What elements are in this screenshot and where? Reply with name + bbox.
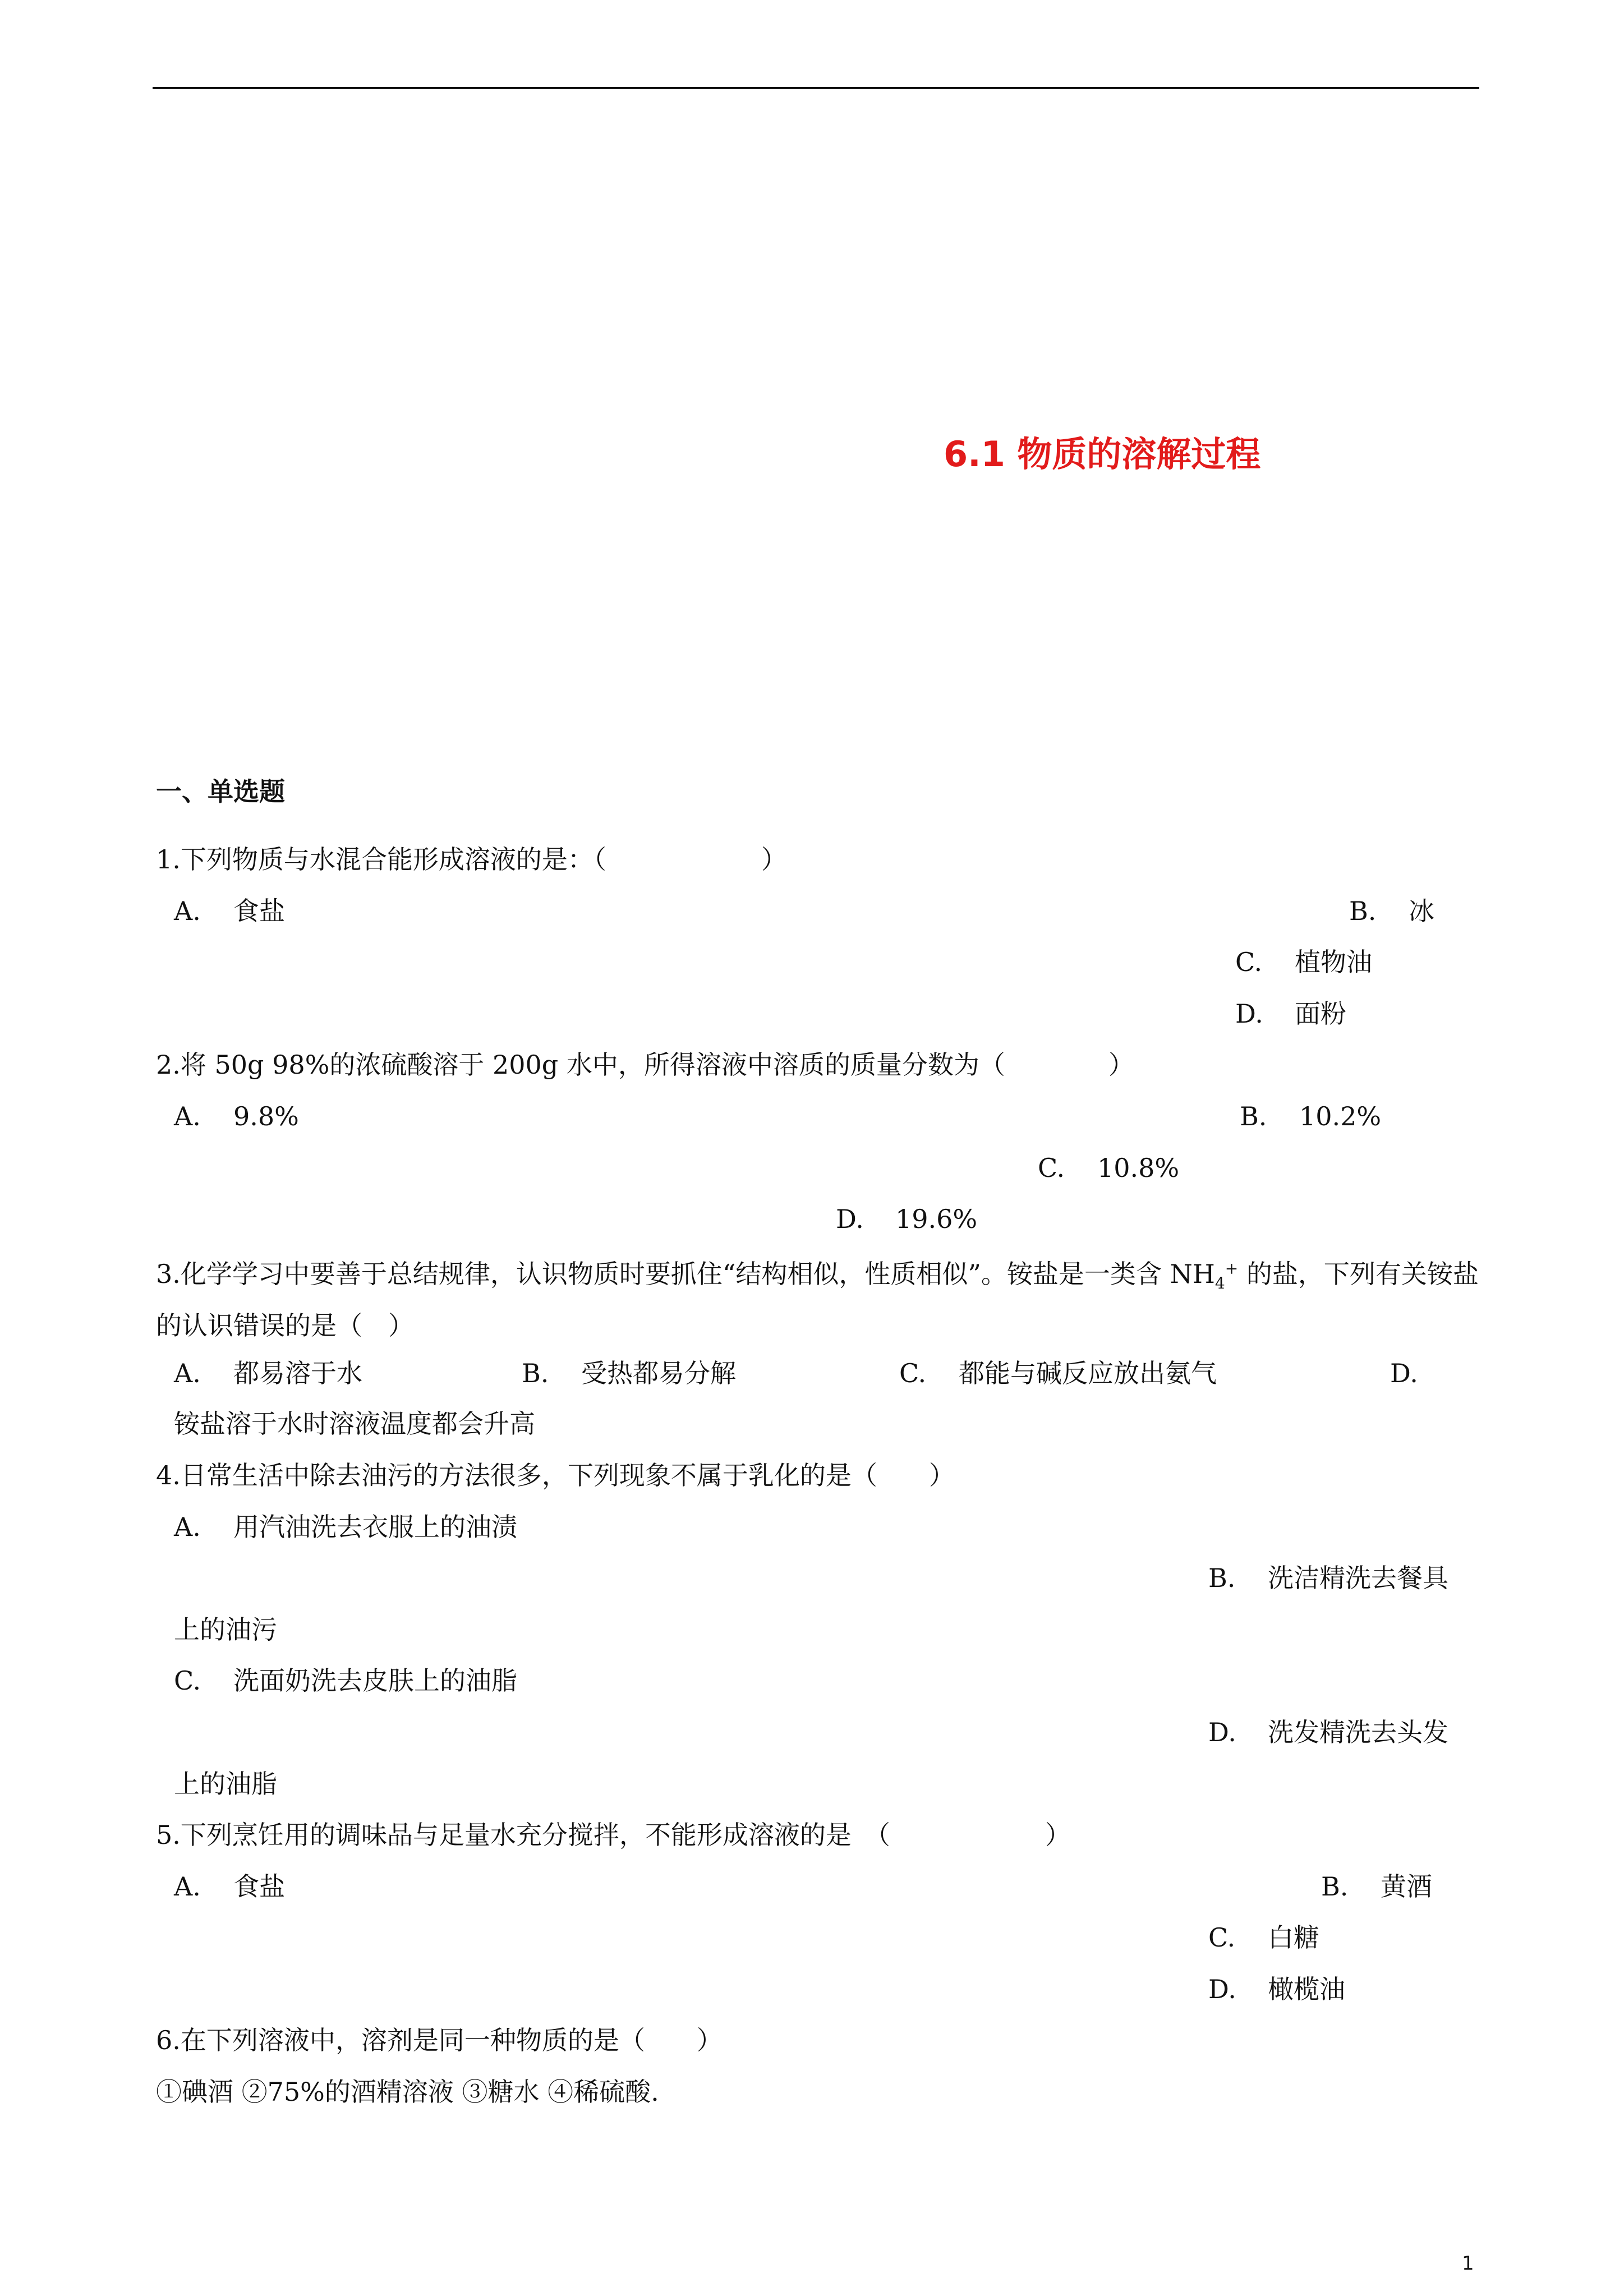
option-letter: B. (1349, 896, 1377, 926)
option-text: 冰 (1409, 896, 1434, 926)
option-letter: A. (174, 1512, 201, 1542)
question-4-option-a (174, 1510, 517, 1544)
page-title: 6.1 物质的溶解过程 (944, 434, 1261, 475)
question-3-option-b (522, 1356, 736, 1390)
question-4-option-b (1208, 1561, 1448, 1595)
question-1-option-d (1235, 997, 1346, 1030)
question-2-option-a (174, 1099, 299, 1133)
question-4-option-c (174, 1664, 517, 1697)
option-letter: A. (174, 1871, 201, 1902)
superscript: + (1225, 1259, 1239, 1278)
option-letter: B. (1208, 1563, 1236, 1593)
option-letter: D. (836, 1204, 864, 1234)
question-4-stem: 4.日常生活中除去油污的方法很多，下列现象不属于乳化的是（ ） (156, 1460, 955, 1490)
question-1-option-c (1235, 945, 1372, 979)
option-letter: A. (174, 1101, 201, 1131)
question-5-option-c (1208, 1921, 1319, 1954)
question-2-option-c (1038, 1151, 1179, 1185)
option-letter: C. (1038, 1153, 1065, 1183)
option-letter: B. (1240, 1101, 1267, 1131)
question-2-stem: 2.将 50g 98%的浓硫酸溶于 200g 水中，所得溶液中溶质的质量分数为（ ） (156, 1050, 1134, 1080)
question-3-option-c (899, 1356, 1217, 1390)
section-heading: 一、单选题 (156, 776, 285, 807)
option-letter: B. (522, 1358, 549, 1388)
option-text: 10.2% (1299, 1101, 1382, 1131)
option-letter: D. (1208, 1717, 1236, 1747)
question-5-option-b (1321, 1870, 1432, 1903)
option-text: 19.6% (895, 1204, 978, 1234)
option-letter: C. (1235, 947, 1263, 977)
question-3-option-a (174, 1356, 362, 1390)
question-5-option-a (174, 1870, 285, 1903)
option-text: 面粉 (1295, 999, 1346, 1029)
option-letter: A. (174, 896, 201, 926)
question-6-stem: 6.在下列溶液中，溶剂是同一种物质的是（ ） (156, 2025, 723, 2055)
option-text: 10.8% (1097, 1153, 1180, 1183)
question-1-option-a (174, 894, 285, 928)
option-text: 植物油 (1295, 947, 1372, 977)
option-text: 白糖 (1268, 1922, 1319, 1953)
question-5-option-d (1208, 1972, 1345, 2006)
question-4-option-b-cont: 上的油污 (174, 1614, 277, 1645)
question-3-option-d-text: 铵盐溶于水时溶液温度都会升高 (174, 1409, 535, 1439)
question-1-option-b (1349, 894, 1434, 928)
option-text: 洗洁精洗去餐具 (1268, 1563, 1448, 1593)
option-text: 食盐 (233, 896, 285, 926)
subscript: 4 (1214, 1274, 1225, 1293)
option-text: 橄榄油 (1268, 1974, 1345, 2004)
option-letter: D. (1235, 999, 1263, 1029)
page-number: 1 (1462, 2252, 1474, 2275)
option-text: 食盐 (233, 1871, 285, 1902)
question-4-option-d-cont: 上的油脂 (174, 1769, 277, 1799)
option-text: 受热都易分解 (581, 1358, 736, 1388)
stem-text: 3.化学学习中要善于总结规律，认识物质时要抓住“结构相似，性质相似”。铵盐是一类含 NH (156, 1259, 1215, 1289)
option-text: 都易溶于水 (233, 1358, 362, 1388)
option-letter: A. (174, 1358, 201, 1388)
option-letter: C. (899, 1358, 927, 1388)
option-text: 洗发精洗去头发 (1268, 1717, 1448, 1747)
stem-text: 的盐，下列有关铵盐的认识错误的是（ ） (156, 1259, 1479, 1341)
header-rule (153, 87, 1479, 89)
option-text: 9.8% (233, 1101, 299, 1131)
option-text: 用汽油洗去衣服上的油渍 (233, 1512, 517, 1542)
question-4-option-d (1208, 1715, 1448, 1749)
option-letter: C. (1208, 1922, 1236, 1953)
option-letter: C. (174, 1665, 201, 1696)
question-3-option-d-letter: D. (1390, 1358, 1418, 1388)
question-3-stem (156, 1248, 1480, 1351)
option-text: 洗面奶洗去皮肤上的油脂 (233, 1665, 517, 1696)
question-1-stem: 1.下列物质与水混合能形成溶液的是：（ ） (156, 844, 787, 875)
question-6-items: ①碘酒 ②75%的酒精溶液 ③糖水 ④稀硫酸. (156, 2077, 659, 2107)
question-2-option-d (836, 1202, 977, 1236)
option-text: 黄酒 (1381, 1871, 1432, 1902)
option-text: 都能与碱反应放出氨气 (959, 1358, 1217, 1388)
option-letter: B. (1321, 1871, 1349, 1902)
question-2-option-b (1240, 1099, 1381, 1133)
option-letter: D. (1208, 1974, 1236, 2004)
question-5-stem: 5.下列烹饪用的调味品与足量水充分搅拌，不能形成溶液的是 （ ） (156, 1820, 1071, 1850)
